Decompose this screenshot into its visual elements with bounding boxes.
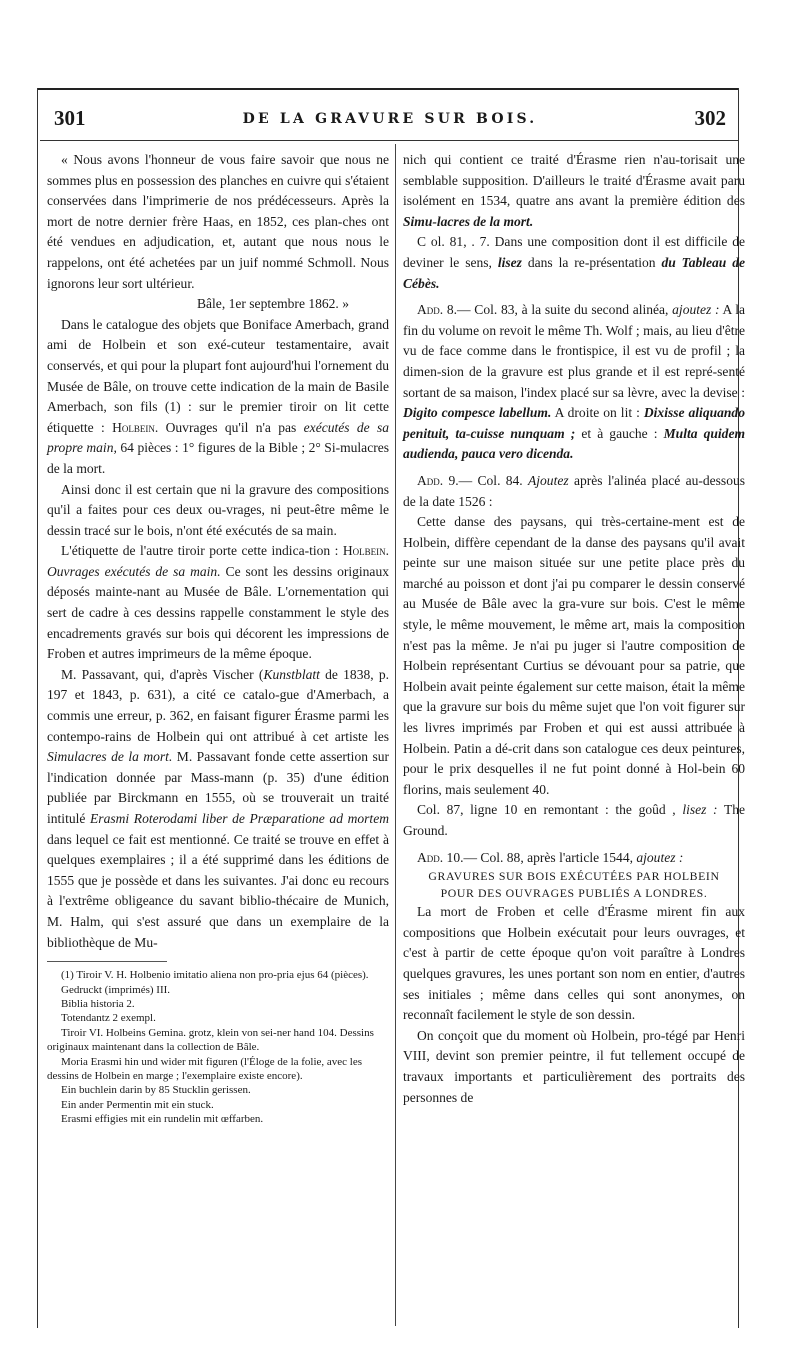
paragraph: « Nous avons l'honneur de vous faire savoir que nous ne sommes plus en possession des planches en cuivre qui s'étaient conservées dans l'imprimerie de nos prédécesseurs. Après la mort de notre dernier frère Haas, en 1852, ces plan-ches ont été vendues en adjudication, et, autant que nous nous le rappelons, ont été achetées par un juif nommé Schmoll. Nous ignorons leur sort ultérieur. [47, 152, 389, 291]
footnote-line: Totendantz 2 exempl. [61, 1012, 156, 1025]
paragraph: Dans le catalogue des objets que Boniface Amerbach, grand ami de Holbein et son exé-cuteur testamentaire, avait conservés, et qui pour la plupart font aujourd'hui l'ornement du Musée de Bâle, on trouve cette indication de la main de Basile Amerbach, son fils (1) : sur le premier tiroir on lit cette étiquette : Holbein. Ouvrages qu'il n'a pas exécutés de sa propre main, 64 pièces : 1° figures de la Bible ; 2° Si-mulacres de la mort. [47, 316, 390, 476]
paragraph: Ainsi donc il est certain que ni la gravure des compositions qu'il a faites pour ces deux ou-vrages, ni peut-être même le dessin tracé sur le bois, n'ont été exécutés de sa main. [47, 481, 389, 538]
left-column [47, 150, 389, 1127]
paragraph: On conçoit que du moment où Holbein, pro-tégé par Henri VIII, devint son premier peintre, il fut tellement occupé de travaux importants et particulièrement des portraits des personnes de [403, 1027, 745, 1105]
footnote: (1) Tiroir V. H. Holbenio imitatio aliena non pro-pria ejus 64 (pièces). [61, 969, 369, 982]
letter-date: Bâle, 1er septembre 1862. » [197, 296, 349, 312]
right-column [403, 150, 745, 1108]
footnote-line: Erasmi effigies mit ein rundelin mit œffarben. [61, 1113, 264, 1126]
footnote-line: Ein buchlein darin by 85 Stucklin gerissen. [61, 1084, 251, 1097]
footnote-rule [47, 961, 167, 962]
footnote-line: Gedruckt (imprimés) III. [61, 983, 171, 996]
footnote-line: Moria Erasmi hin und wider mit figuren (l'Éloge de la folie, avec les dessins de Holbein en marge ; l'exemplaire existe encore). [47, 1055, 363, 1082]
section-title: GRAVURES SUR BOIS EXÉCUTÉES PAR HOLBEIN POUR DES OUVRAGES PUBLIÉS A LONDRES. [428, 869, 720, 901]
running-title: DE LA GRAVURE SUR BOIS. [242, 111, 538, 127]
addendum-8: Add. 8.— Col. 83, à la suite du second alinéa, ajoutez : A la fin du volume on revoit le même Th. Wolf ; mais, au lieu d'être vu de face comme dans le frontispice, il est vu de profil ; la dimen-sion de la gravure est plus grande et il est repré-senté sortant de sa maison, l'index placé sur sa lèvre, avec la devise : Digito compesce labellum. A droite on lit : Dixisse aliquando penituit, ta-cuisse nunquam ; et à gauche : Multa quidem audienda, pauca vero dicenda. [403, 302, 746, 462]
paragraph: L'étiquette de l'autre tiroir porte cette indica-tion : Holbein. Ouvrages exécutés de sa main. Ce sont les dessins originaux déposés mainte-nant au Musée de Bâle. L'ornementation qui sert de cadre à ces dessins rappelle constamment le style des encadrements gravés sur bois qui décorent les impressions de Froben et autres imprimeurs de la même époque. [47, 543, 389, 662]
paragraph: nich qui contient ce traité d'Érasme rien n'au-torisait une semblable supposition. D'ailleurs le traité d'Érasme avait paru isolément en 1534, quatre ans avant la première édition des Simu-lacres de la mort. [403, 152, 745, 229]
addendum-10: Add. 10.— Col. 88, après l'article 1544, ajoutez : [417, 849, 684, 865]
header-rule [40, 140, 738, 141]
footnote-line: Tiroir VI. Holbeins Gemina. grotz, klein von sei-ner hand 104. Dessins originaux maintenant dans la collection de Bâle. [47, 1026, 374, 1054]
page-left-border [37, 88, 38, 1328]
paragraph: Col. 87, ligne 10 en remontant : the goûd , lisez : The Ground. [403, 802, 746, 838]
paragraph: Cette danse des paysans, qui très-certaine-ment est de Holbein, diffère cependant de la danse des paysans qu'il avait peinte sur une maison située sur une petite place près du marché au poisson et dont j'ai pu comparer le dessin conservé au Musée de Bâle avec la gra-vure sur bois. C'est le même style, le même mouvement, le même art, mais la composition n'est pas la même. Je n'ai pu juger si l'autre composition de Holbein représentant Curtius se dévouant pour sa patrie, que Holbein avait peinte également sur cette maison, était la même que la gravure sur bois du même sujet que l'on voit figurer sur les livres imprimés par Froben et qui est aussi attribuée à Holbein. Patin a dé-crit dans son catalogue ces deux peintures, pour le prix desquelles il ne fut point donné à Hol-bein 60 florins, mais seulement 40. [403, 514, 745, 797]
page-number-right: 302 [694, 106, 726, 130]
footnote-line: Ein ander Permentin mit ein stuck. [61, 1098, 214, 1111]
paragraph: La mort de Froben et celle d'Érasme mirent fin aux compositions que Holbein exécutait pour leurs ouvrages, et c'est à partir de cette époque qu'on voit paraître à Londres quelques gravures, les unes portant son nom en entier, d'autres ses initiales ; même dans celles qui sont anonymes, on reconnaît facilement le style de son dessin. [403, 904, 745, 1023]
paragraph: C ol. 81, . 7. Dans une composition dont il est difficile de deviner le sens, lisez dans la re-présentation du Tableau de Cébès. [403, 234, 746, 291]
page-number-left: 301 [54, 106, 86, 130]
page-top-rule [37, 88, 739, 90]
running-header [40, 100, 740, 136]
paragraph: M. Passavant, qui, d'après Vischer (Kunstblatt de 1838, p. 197 et 1843, p. 631), a cité ce catalo-gue d'Amerbach, a commis une erreur, p. 362, en faisant figurer Érasme parmi les contempo-rains de Holbein qui ont attribué à cet artiste les Simulacres de la mort. M. Passavant fonde cette assertion sur l'indication donnée par Mass-mann (p. 35) d'une édition publiée par Birckmann en 1555, où se trouverait un traité intitulé Erasmi Roterodami liber de Præparatione ad mortem dans lequel ce fait est mentionné. Ce traité se trouve en effet à quelques exemplaires ; il a été supprimé dans les éditions de 1555 que je possède et dans les suivantes. J'ai donc eu recours à l'extrême obligeance du savant biblio-thécaire de Munich, M. Halm, qui s'est assuré que dans un exemplaire de la bibliothèque de Mu- [47, 666, 390, 950]
addendum-9: Add. 9.— Col. 84. Ajoutez après l'alinéa placé au-dessous de la date 1526 : [403, 472, 746, 509]
footnote-line: Biblia historia 2. [61, 997, 135, 1010]
column-divider [395, 144, 396, 1326]
